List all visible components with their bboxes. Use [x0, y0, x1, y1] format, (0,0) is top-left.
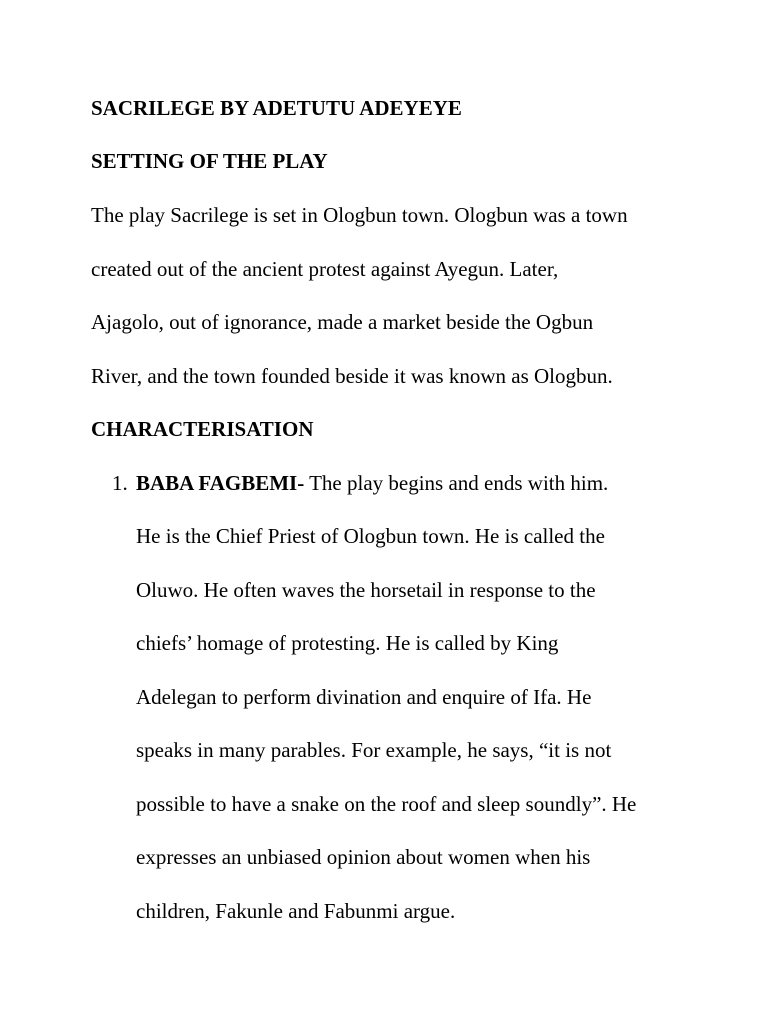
setting-paragraph-line: The play Sacrilege is set in Ologbun town. Ologbun was a town [91, 203, 628, 227]
character-name: BABA FAGBEMI- [136, 471, 305, 495]
character-description-line: speaks in many parables. For example, he says, “it is not [136, 738, 612, 762]
setting-heading: SETTING OF THE PLAY [91, 149, 328, 173]
character-description-line: chiefs’ homage of protesting. He is called by King [136, 631, 559, 655]
list-item-number: 1. [112, 471, 128, 495]
character-description-line: Oluwo. He often waves the horsetail in response to the [136, 578, 596, 602]
document-title: SACRILEGE BY ADETUTU ADEYEYE [91, 96, 462, 120]
character-description-line: Adelegan to perform divination and enquire of Ifa. He [136, 685, 592, 709]
character-description-line: He is the Chief Priest of Ologbun town. He is called the [136, 524, 605, 548]
setting-paragraph-line: River, and the town founded beside it was known as Ologbun. [91, 364, 613, 388]
character-description-line: possible to have a snake on the roof and sleep soundly”. He [136, 792, 637, 816]
character-description-line: expresses an unbiased opinion about women when his [136, 845, 591, 869]
characterisation-heading: CHARACTERISATION [91, 417, 314, 441]
setting-paragraph-line: Ajagolo, out of ignorance, made a market beside the Ogbun [91, 310, 594, 334]
character-description-start: The play begins and ends with him. [304, 471, 609, 495]
character-description-line: children, Fakunle and Fabunmi argue. [136, 899, 456, 923]
list-item-first-line [136, 471, 608, 495]
setting-paragraph-line: created out of the ancient protest against Ayegun. Later, [91, 257, 559, 281]
